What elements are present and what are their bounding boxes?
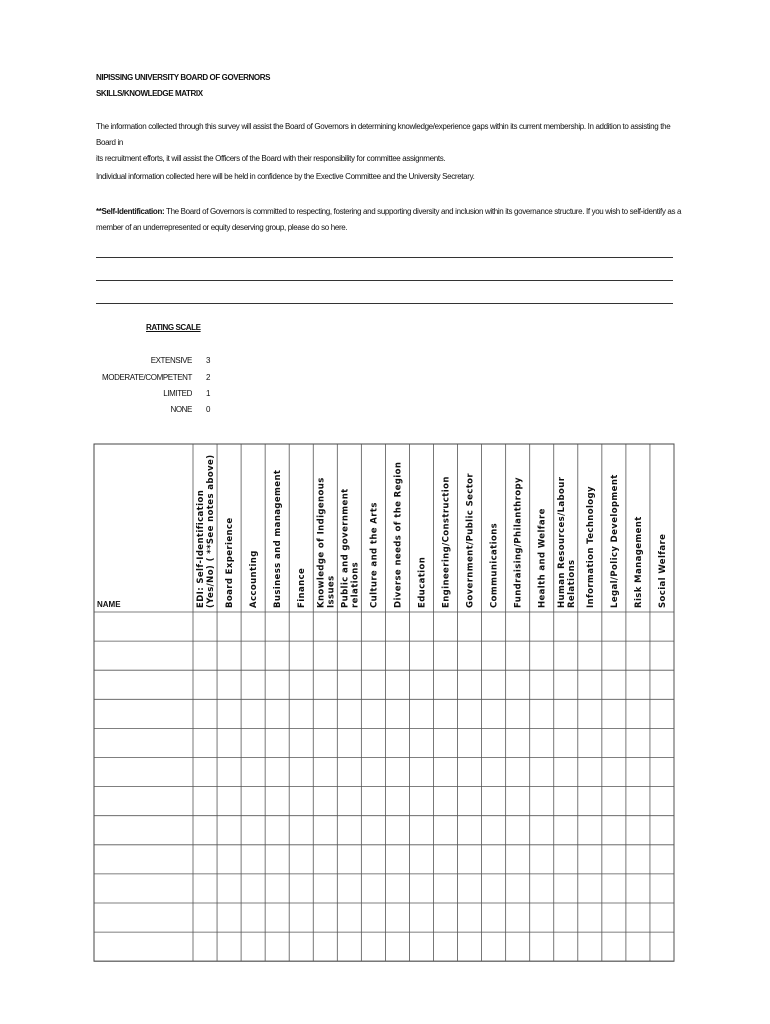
rating-cell[interactable]: [507, 933, 529, 960]
rating-cell[interactable]: [555, 875, 577, 902]
column-header-11: Engineering/Construction: [441, 476, 452, 608]
rating-cell[interactable]: [410, 846, 432, 873]
rating-cell[interactable]: [603, 875, 625, 902]
rating-cell[interactable]: [218, 613, 240, 640]
rating-cell[interactable]: [362, 904, 384, 931]
rating-cell[interactable]: [314, 700, 336, 727]
rating-cell[interactable]: [242, 846, 264, 873]
rating-cell[interactable]: [266, 933, 288, 960]
rating-cell[interactable]: [242, 642, 264, 669]
name-cell[interactable]: [95, 846, 192, 873]
rating-cell[interactable]: [290, 642, 312, 669]
rating-cell[interactable]: [338, 671, 360, 698]
rating-cell[interactable]: [194, 671, 216, 698]
column-header-14: Fundraising/Philanthropy: [513, 477, 524, 608]
rating-cell[interactable]: [651, 817, 673, 844]
name-cell[interactable]: [95, 817, 192, 844]
rating-cell[interactable]: [579, 642, 601, 669]
rating-cell[interactable]: [459, 613, 481, 640]
rating-cell[interactable]: [579, 788, 601, 815]
rating-cell[interactable]: [459, 933, 481, 960]
rating-cell[interactable]: [290, 933, 312, 960]
rating-cell[interactable]: [507, 875, 529, 902]
rating-cell[interactable]: [627, 613, 649, 640]
rating-cell[interactable]: [651, 933, 673, 960]
rating-cell[interactable]: [651, 904, 673, 931]
rating-cell[interactable]: [410, 817, 432, 844]
rating-cell[interactable]: [218, 642, 240, 669]
rating-cell[interactable]: [483, 904, 505, 931]
rating-cell[interactable]: [266, 788, 288, 815]
rating-cell[interactable]: [290, 904, 312, 931]
rating-cell[interactable]: [218, 846, 240, 873]
rating-cell[interactable]: [410, 642, 432, 669]
rating-cell[interactable]: [555, 700, 577, 727]
rating-cell[interactable]: [338, 759, 360, 786]
name-cell[interactable]: [95, 729, 192, 756]
column-header-2: Board Experience: [225, 517, 236, 608]
rating-cell[interactable]: [603, 904, 625, 931]
rating-cell[interactable]: [555, 933, 577, 960]
rating-cell[interactable]: [338, 613, 360, 640]
rating-cell[interactable]: [459, 671, 481, 698]
rating-cell[interactable]: [579, 700, 601, 727]
rating-cell[interactable]: [218, 729, 240, 756]
rating-cell[interactable]: [242, 729, 264, 756]
rating-cell[interactable]: [362, 933, 384, 960]
rating-cell[interactable]: [386, 671, 408, 698]
rating-cell[interactable]: [483, 729, 505, 756]
rating-cell[interactable]: [483, 846, 505, 873]
rating-cell[interactable]: [218, 788, 240, 815]
rating-cell[interactable]: [362, 759, 384, 786]
rating-cell[interactable]: [290, 788, 312, 815]
rating-cell[interactable]: [555, 817, 577, 844]
rating-cell[interactable]: [555, 788, 577, 815]
rating-cell[interactable]: [362, 788, 384, 815]
rating-cell[interactable]: [627, 642, 649, 669]
rating-cell[interactable]: [459, 904, 481, 931]
rating-cell[interactable]: [290, 700, 312, 727]
rating-cell[interactable]: [531, 613, 553, 640]
rating-cell[interactable]: [362, 613, 384, 640]
rating-cell[interactable]: [314, 729, 336, 756]
rating-cell[interactable]: [627, 700, 649, 727]
rating-cell[interactable]: [531, 700, 553, 727]
rating-cell[interactable]: [507, 817, 529, 844]
rating-cell[interactable]: [555, 613, 577, 640]
rating-cell[interactable]: [314, 642, 336, 669]
rating-cell[interactable]: [314, 904, 336, 931]
rating-cell[interactable]: [531, 875, 553, 902]
rating-cell[interactable]: [603, 933, 625, 960]
rating-cell[interactable]: [338, 933, 360, 960]
name-column-header: NAME: [97, 600, 121, 609]
rating-cell[interactable]: [579, 671, 601, 698]
rating-cell[interactable]: [266, 642, 288, 669]
title-line-2: SKILLS/KNOWLEDGE MATRIX: [96, 89, 203, 98]
rating-cell[interactable]: [314, 817, 336, 844]
rating-cell[interactable]: [579, 933, 601, 960]
rating-cell[interactable]: [362, 875, 384, 902]
rating-cell[interactable]: [362, 700, 384, 727]
rating-cell[interactable]: [314, 875, 336, 902]
rating-cell[interactable]: [603, 817, 625, 844]
rating-cell[interactable]: [314, 671, 336, 698]
rating-cell[interactable]: [459, 759, 481, 786]
rating-cell[interactable]: [194, 846, 216, 873]
rating-cell[interactable]: [218, 904, 240, 931]
rating-cell[interactable]: [386, 700, 408, 727]
rating-cell[interactable]: [459, 642, 481, 669]
rating-cell[interactable]: [266, 759, 288, 786]
rating-cell[interactable]: [242, 817, 264, 844]
rating-cell[interactable]: [410, 788, 432, 815]
intro-paragraph-1: The information collected through this survey will assist the Board of Governors in determining knowledge/experience gaps within its current membership. In addition to assisting the Board in its recruitment efforts, it will assist the Officers of the Board with their responsibility for committee assignments.: [96, 122, 671, 163]
rating-cell[interactable]: [651, 759, 673, 786]
column-header-3: Accounting: [249, 550, 260, 608]
rating-cell[interactable]: [314, 933, 336, 960]
rating-cell[interactable]: [651, 846, 673, 873]
rating-cell[interactable]: [314, 788, 336, 815]
rating-cell[interactable]: [194, 904, 216, 931]
rating-cell[interactable]: [386, 642, 408, 669]
rating-cell[interactable]: [507, 846, 529, 873]
rating-cell[interactable]: [242, 875, 264, 902]
rating-cell[interactable]: [531, 904, 553, 931]
name-cell[interactable]: [95, 759, 192, 786]
rating-cell[interactable]: [651, 729, 673, 756]
rating-cell[interactable]: [531, 642, 553, 669]
column-header-1: (Yes/No) ( **See notes above): [206, 454, 217, 608]
rating-cell[interactable]: [242, 700, 264, 727]
column-header-4: Business and management: [273, 469, 284, 608]
rating-cell[interactable]: [362, 817, 384, 844]
rating-cell[interactable]: [555, 846, 577, 873]
rating-cell[interactable]: [218, 875, 240, 902]
rating-cell[interactable]: [507, 700, 529, 727]
column-header-7: Public and government: [340, 488, 351, 608]
rating-cell[interactable]: [362, 729, 384, 756]
rating-cell[interactable]: [627, 788, 649, 815]
self-identification-label: **Self-Identification:: [96, 207, 165, 216]
rating-cell[interactable]: [338, 904, 360, 931]
rating-cell[interactable]: [266, 817, 288, 844]
rating-cell[interactable]: [603, 613, 625, 640]
column-header-1: EDI: Self-Identification: [196, 489, 207, 608]
rating-cell[interactable]: [627, 904, 649, 931]
column-header-12: Government/Public Sector: [465, 472, 476, 608]
rating-cell[interactable]: [266, 875, 288, 902]
rating-cell[interactable]: [242, 933, 264, 960]
rating-cell[interactable]: [266, 700, 288, 727]
rating-cell[interactable]: [507, 788, 529, 815]
rating-cell[interactable]: [194, 613, 216, 640]
rating-cell[interactable]: [507, 642, 529, 669]
rating-cell[interactable]: [386, 729, 408, 756]
column-header-5: Finance: [297, 567, 308, 608]
self-identification-paragraph: **Self-Identification: The Board of Governors is committed to respecting, fostering and supporting diversity and inclusion within its governance structure. If you wish to self-identify as a member of an underrepresented or equity deserving group, please do so here.: [96, 207, 682, 232]
rating-cell[interactable]: [627, 846, 649, 873]
rating-cell[interactable]: [266, 729, 288, 756]
rating-cell[interactable]: [194, 875, 216, 902]
rating-cell[interactable]: [579, 729, 601, 756]
rating-cell[interactable]: [338, 788, 360, 815]
rating-cell[interactable]: [218, 700, 240, 727]
rating-cell[interactable]: [218, 671, 240, 698]
rating-cell[interactable]: [579, 613, 601, 640]
column-header-19: Risk Management: [633, 516, 644, 608]
column-header-6: Issues: [326, 575, 337, 608]
rating-cell[interactable]: [483, 875, 505, 902]
rating-cell[interactable]: [627, 729, 649, 756]
rating-cell[interactable]: [242, 613, 264, 640]
rating-cell[interactable]: [555, 671, 577, 698]
rating-cell[interactable]: [194, 788, 216, 815]
rating-cell[interactable]: [338, 875, 360, 902]
rating-cell[interactable]: [242, 671, 264, 698]
title-line-1: NIPISSING UNIVERSITY BOARD OF GOVERNORS: [96, 73, 271, 82]
rating-cell[interactable]: [651, 875, 673, 902]
rating-cell[interactable]: [266, 846, 288, 873]
rating-cell[interactable]: [435, 904, 457, 931]
name-cell[interactable]: [95, 788, 192, 815]
rating-cell[interactable]: [410, 904, 432, 931]
rating-cell[interactable]: [627, 817, 649, 844]
name-cell[interactable]: [95, 904, 192, 931]
rating-cell[interactable]: [435, 729, 457, 756]
rating-cell[interactable]: [531, 671, 553, 698]
rating-cell[interactable]: [410, 613, 432, 640]
rating-cell[interactable]: [314, 613, 336, 640]
rating-cell[interactable]: [435, 700, 457, 727]
column-header-6: Knowledge of Indigenous: [316, 477, 327, 608]
rating-cell[interactable]: [483, 933, 505, 960]
column-header-16: Relations: [566, 559, 577, 608]
rating-cell[interactable]: [531, 759, 553, 786]
rating-cell[interactable]: [386, 875, 408, 902]
rating-cell[interactable]: [579, 759, 601, 786]
name-cell[interactable]: [95, 700, 192, 727]
rating-cell[interactable]: [651, 642, 673, 669]
rating-cell[interactable]: [290, 613, 312, 640]
rating-cell[interactable]: [410, 700, 432, 727]
rating-cell[interactable]: [483, 759, 505, 786]
column-header-15: Health and Welfare: [537, 508, 548, 608]
rating-cell[interactable]: [290, 759, 312, 786]
rating-cell[interactable]: [218, 759, 240, 786]
rating-cell[interactable]: [194, 759, 216, 786]
rating-cell[interactable]: [627, 759, 649, 786]
rating-cell[interactable]: [579, 904, 601, 931]
rating-cell[interactable]: [242, 904, 264, 931]
rating-cell[interactable]: [386, 817, 408, 844]
rating-cell[interactable]: [194, 700, 216, 727]
rating-cell[interactable]: [459, 817, 481, 844]
rating-cell[interactable]: [507, 904, 529, 931]
rating-cell[interactable]: [218, 933, 240, 960]
rating-cell[interactable]: [459, 700, 481, 727]
rating-cell[interactable]: [386, 933, 408, 960]
rating-cell[interactable]: [435, 933, 457, 960]
rating-cell[interactable]: [435, 671, 457, 698]
rating-cell[interactable]: [386, 759, 408, 786]
rating-cell[interactable]: [290, 729, 312, 756]
rating-cell[interactable]: [242, 788, 264, 815]
rating-cell[interactable]: [603, 759, 625, 786]
rating-cell[interactable]: [483, 817, 505, 844]
rating-cell[interactable]: [579, 846, 601, 873]
rating-cell[interactable]: [435, 817, 457, 844]
name-cell[interactable]: [95, 613, 192, 640]
rating-cell[interactable]: [362, 846, 384, 873]
rating-cell[interactable]: [459, 788, 481, 815]
rating-cell[interactable]: [435, 875, 457, 902]
rating-cell[interactable]: [555, 759, 577, 786]
rating-cell[interactable]: [483, 642, 505, 669]
rating-cell[interactable]: [194, 729, 216, 756]
rating-cell[interactable]: [531, 933, 553, 960]
rating-cell[interactable]: [362, 671, 384, 698]
rating-cell[interactable]: [435, 759, 457, 786]
rating-cell[interactable]: [435, 788, 457, 815]
rating-cell[interactable]: [459, 729, 481, 756]
rating-cell[interactable]: [627, 671, 649, 698]
column-header-17: Information Technology: [585, 486, 596, 608]
rating-cell[interactable]: [603, 846, 625, 873]
rating-cell[interactable]: [410, 729, 432, 756]
name-cell[interactable]: [95, 933, 192, 960]
rating-cell[interactable]: [410, 875, 432, 902]
rating-cell[interactable]: [531, 817, 553, 844]
rating-cell[interactable]: [483, 700, 505, 727]
column-header-13: Communications: [489, 522, 500, 608]
column-header-20: Social Welfare: [657, 533, 668, 608]
rating-cell[interactable]: [386, 904, 408, 931]
rating-cell[interactable]: [194, 817, 216, 844]
rating-cell[interactable]: [555, 904, 577, 931]
rating-cell[interactable]: [338, 729, 360, 756]
rating-cell[interactable]: [290, 817, 312, 844]
rating-cell[interactable]: [410, 671, 432, 698]
rating-cell[interactable]: [338, 700, 360, 727]
rating-cell[interactable]: [435, 613, 457, 640]
rating-cell[interactable]: [338, 642, 360, 669]
rating-cell[interactable]: [603, 642, 625, 669]
rating-cell[interactable]: [507, 759, 529, 786]
rating-scale-title: RATING SCALE: [146, 323, 201, 332]
rating-cell[interactable]: [531, 788, 553, 815]
rating-cell[interactable]: [555, 642, 577, 669]
rating-cell[interactable]: [338, 817, 360, 844]
rating-cell[interactable]: [579, 817, 601, 844]
rating-cell[interactable]: [507, 729, 529, 756]
column-header-8: Culture and the Arts: [369, 502, 380, 608]
column-header-7: relations: [350, 561, 361, 608]
rating-cell[interactable]: [483, 788, 505, 815]
rating-cell[interactable]: [410, 933, 432, 960]
rating-cell[interactable]: [603, 700, 625, 727]
rating-cell[interactable]: [579, 875, 601, 902]
confidentiality-paragraph: Individual information collected here will be held in confidence by the Exective Committee and the University Secretary.: [96, 172, 475, 181]
rating-cell[interactable]: [603, 729, 625, 756]
rating-cell[interactable]: [314, 759, 336, 786]
column-header-10: Education: [417, 556, 428, 608]
rating-cell[interactable]: [266, 671, 288, 698]
rating-cell[interactable]: [410, 759, 432, 786]
rating-cell[interactable]: [435, 846, 457, 873]
name-cell[interactable]: [95, 671, 192, 698]
rating-cell[interactable]: [314, 846, 336, 873]
rating-cell[interactable]: [218, 817, 240, 844]
rating-cell[interactable]: [194, 933, 216, 960]
rating-cell[interactable]: [435, 642, 457, 669]
rating-cell[interactable]: [386, 788, 408, 815]
rating-cell[interactable]: [386, 613, 408, 640]
rating-cell[interactable]: [531, 846, 553, 873]
rating-cell[interactable]: [507, 671, 529, 698]
column-header-9: Diverse needs of the Region: [393, 461, 404, 608]
rating-cell[interactable]: [651, 613, 673, 640]
name-cell[interactable]: [95, 642, 192, 669]
rating-cell[interactable]: [386, 846, 408, 873]
rating-cell[interactable]: [459, 875, 481, 902]
rating-cell[interactable]: [266, 613, 288, 640]
rating-cell[interactable]: [603, 671, 625, 698]
rating-cell[interactable]: [459, 846, 481, 873]
rating-cell[interactable]: [627, 875, 649, 902]
rating-cell[interactable]: [362, 642, 384, 669]
rating-cell[interactable]: [651, 788, 673, 815]
rating-cell[interactable]: [338, 846, 360, 873]
rating-cell[interactable]: [651, 700, 673, 727]
rating-cell[interactable]: [507, 613, 529, 640]
rating-cell[interactable]: [483, 613, 505, 640]
rating-cell[interactable]: [603, 788, 625, 815]
rating-cell[interactable]: [627, 933, 649, 960]
column-header-16: Human Resources/Labour: [556, 476, 567, 608]
rating-cell[interactable]: [266, 904, 288, 931]
rating-cell[interactable]: [242, 759, 264, 786]
rating-cell[interactable]: [290, 875, 312, 902]
name-cell[interactable]: [95, 875, 192, 902]
rating-cell[interactable]: [555, 729, 577, 756]
column-header-18: Legal/Policy Development: [609, 474, 620, 608]
rating-cell[interactable]: [290, 846, 312, 873]
rating-cell[interactable]: [194, 642, 216, 669]
rating-cell[interactable]: [483, 671, 505, 698]
rating-cell[interactable]: [651, 671, 673, 698]
rating-cell[interactable]: [531, 729, 553, 756]
rating-cell[interactable]: [290, 671, 312, 698]
